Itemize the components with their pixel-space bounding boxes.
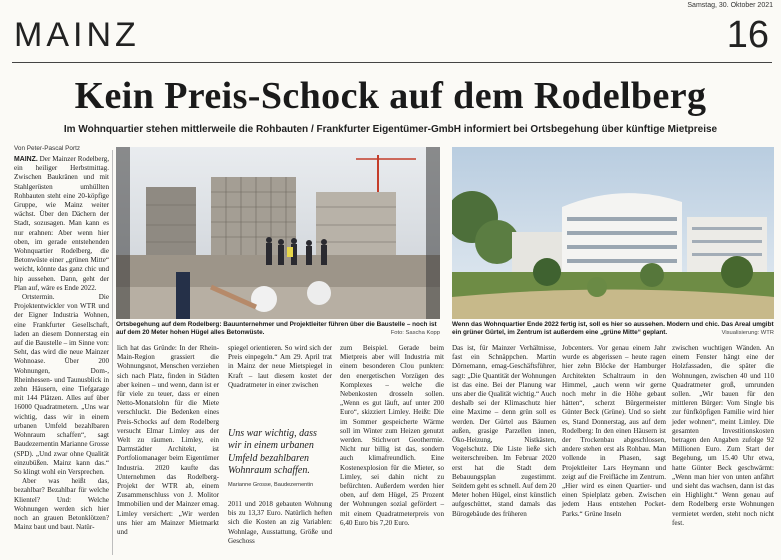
paragraph-bezahlbar: Aber was heißt das, bezahlbar? Bezahlbar für welche Klientel? Und: Welche Wohnungen werden sich hier noch an grauen Betonklötzen? Mainz baut und baut. Natür-	[14, 477, 109, 532]
article-column-4: zum Beispiel. Gerade beim Mietpreis aber will Industria mit einem besonderen Clou punkten: den energetischen Vorzügen des Komplexes – welche die Nebenkosten drosseln sollen. „Wenn es gut läuft, auf unter 200 Euro“, skizziert Limley. Heißt: Die im Sommer gespeicherte Wärme soll im Winter zum Heizen genutzt werden. Stichwort Geothermie. Nicht nur billig ist das, sondern auch klimafreundlich. Eine Kostenexplosion für die Mieter, so Limley, sei dahin nicht zu befürchten. Außerdem werden hier oben, auf dem Hügel, 25 Prozent der Wohnungen sozial gefördert – mit einem Quadratmeterpreis von 6,40 Euro bis 7,20 Euro.	[340, 344, 444, 527]
construction-site-image	[116, 147, 440, 319]
byline: Von Peter-Pascal Portz	[14, 145, 81, 152]
pull-quote-author: Marianne Grosse, Baudezernentin	[228, 482, 314, 488]
photo-right-caption: Wenn das Wohnquartier Ende 2022 fertig ist, soll es hier so aussehen. Modern und chic. Das Areal umgibt ein grüner Gürtel, im Zentrum ist außerdem eine „grüne Mitte“ geplant. Visualisierung: WTR	[452, 321, 774, 337]
construction-site-photo	[116, 147, 440, 319]
visualisation-image	[452, 147, 774, 319]
article-column-2: lich hat das Gründe: In der Rhein-Main-Region grassiert die Wohnungsnot, Menschen verziehen sich nach Platz, finden in Städten aber keinen – und wenn, dann ist er für viele zu teuer, dass er einen Netto-Monatslohn für die Miete verschluckt. Die Bedenken eines Preis-Schocks auf dem Rodelberg versucht Elmar Limley aus der Welt zu räumen. Limley, ein Darmstädter Architekt, ist Portfoliomanager beim Eigentümer Industria. 2020 kaufte das Unternehmen das Rodelberg-Projekt der WTR ab, einem Zusammenschluss von J. Molitor Immobilien und der Mainzer emag. Limley versichert: „Wir werden uns hier am Mainzer Mietmarkt und	[117, 344, 219, 537]
article-column-6: Jobcenters. Vor genau einem Jahr wurde es abgerissen – heute ragen hier zehn Blöcke der Hamburger Architekten Schaltraum in den Himmel, „auch wenn wir gerne noch mehr in die Höhe gebaut hätten“, scherzt Bürgermeister Günter Beck (Grüne). Und so sieht es, Stand Donnerstag, aus auf dem Rodelberg: In den einen Häusern ist der Trockenbau abgeschlossen, andere stehen erst als Rohbau. Man vollende in Phasen, sagt Projektleiter Lars Heymann und zeigt auf die Freifläche im Zentrum. „Hier wird es einen Quartier- und einen Spielplatz geben. Zwischen jedem Haus entstehen Pocket-Parks.“ Grüne Inseln	[562, 344, 666, 518]
article-column-3b: 2011 und 2018 gebauten Wohnung bis zu 13,37 Euro. Natürlich heften sich die Kosten an zig Variablen: Wohnlage, Ausstattung, Größe und Geschoss	[228, 500, 332, 545]
article-column-3: spiegel orientieren. So wird sich der Preis einpegeln.“ Am 29. April trat in Mainz der neue Mietspiegel in Kraft – laut diesem kostet der Quadratmeter in einer zwischen	[228, 344, 332, 389]
article-column-1	[14, 155, 109, 532]
header-rule	[12, 62, 772, 63]
visualisation-photo	[452, 147, 774, 319]
pull-quote: Uns war wichtig, dass wir in einem urbanen Umfeld bezahlbaren Wohnraum schaffen.	[228, 428, 317, 477]
paragraph-ortstermin: Ortstermin. Die Projektentwickler von WTR und der Eigner Industria Wohnen, eine Frankfurter Gesellschaft, laden an diesem Donnerstag ein auf die Baustelle – im Sinne von: Seht, das wird die neue Mainzer Wohnoase. Über 200 Wohnungen, Dom-, Rheinhessen- und Taunusblick in zehn Häusern, eine Tiefgarage mit 144 Plätzen. Alles auf über 16000 Quadratmetern. „Uns war wichtig, dass wir in einem urbanen Umfeld bezahlbaren Wohnraum schaffen“, sagt Baudezernentin Marianne Grosse (SPD). „Und zwar ohne Qualität einzubüßen. Mainz kann das.“ So klingt wohl ein Versprechen.	[14, 293, 109, 476]
page-number: 16	[726, 14, 769, 56]
lead-word: MAINZ.	[14, 156, 38, 163]
article-column-7: zwischen wuchtigen Wänden. An einem Fenster hängt eine der Holzfassaden, die später die Wohnungen, zwischen 40 und 110 Quadratmeter groß, umrunden sollen. „Wir bauen für den mittleren Bürger: Vom Single bis zur fünfköpfigen Familie wird hier jeder wohnen“, meint Limley. Die gesamten Investitionskosten betragen den Angaben zufolge 92 Millionen Euro. Zum Start der Begehung, um 15.40 Uhr etwa, hatte Günter Beck geschwärmt: „Wenn man hier von unten anfährt und sieht das wachsen, dann ist das ein Highlight.“ Wenn genau auf dem Rodelberg erste Wohnungen vermietet werden, steht noch nicht fest.	[672, 344, 774, 527]
dateline: Samstag, 30. Oktober 2021	[687, 2, 773, 9]
photo-right-credit: Visualisierung: WTR	[721, 330, 774, 337]
section-name: MAINZ	[14, 16, 140, 54]
photo-left-caption: Ortsbegehung auf dem Rodelberg: Bauunternehmer und Projektleiter führen über die Baustelle – noch ist auf dem 20 Meter hohen Hügel alles Betonwüste. Foto: Sascha Kopp	[116, 321, 440, 337]
paragraph-intro: MAINZ. Der Mainzer Rodelberg, ein heiliger Herbstmittag. Zwischen Baukränen und mit Stahlgerüsten umhüllten Rohbauten steht eine 20-köpfige Gruppe, wie Mainz weiter wächst. Über den Dächern der Stadt, sozusagen. Man kann es nur erahnen: Aber wenn hier oben, im gerade entstehenden Wohnquartier Rodelberg, die Betonwüste einer „grünen Mitte“ weicht, könnte das ganz chic und hip aussehen. Dann, geht der Plan auf, wäre es Ende 2022.	[14, 155, 109, 292]
article-headline: Kein Preis-Schock auf dem Rodelberg	[74, 75, 707, 117]
article-column-5: Das ist, für Mainzer Verhältnisse, fast ein Schnäppchen. Martin Dörnemann, emag-Geschäftsführer, sagt: „Die Quantität der Wohnungen ist das eine. Bei der Planung war uns aber die Qualität wichtig.“ Auch deshalb sei der Klimaschutz hier eine Maxime – denn grün soll es werden. Der Gürtel aus Bäumen außen, grasige Parzellen innen, Öko-Heizung, Nistkästen, Vogelschutz. Die Liste ließe sich weiterschreiben. Im Februar 2020 erst hat die Stadt dem Bebauungsplan zugestimmt. Seitdem geht es schnell. Auf dem 20 Meter hohen Hügel, einst künstlich aufgeschüttet, stand damals das Bürogebäude des früheren	[452, 344, 556, 518]
article-subheadline: Im Wohnquartier stehen mittlerweile die Rohbauten / Frankfurter Eigentümer-GmbH informiert bei Ortsbegehung über künftige Mietpreise	[63, 124, 718, 135]
column-divider	[112, 150, 113, 555]
photo-left-credit: Foto: Sascha Kopp	[390, 330, 440, 337]
